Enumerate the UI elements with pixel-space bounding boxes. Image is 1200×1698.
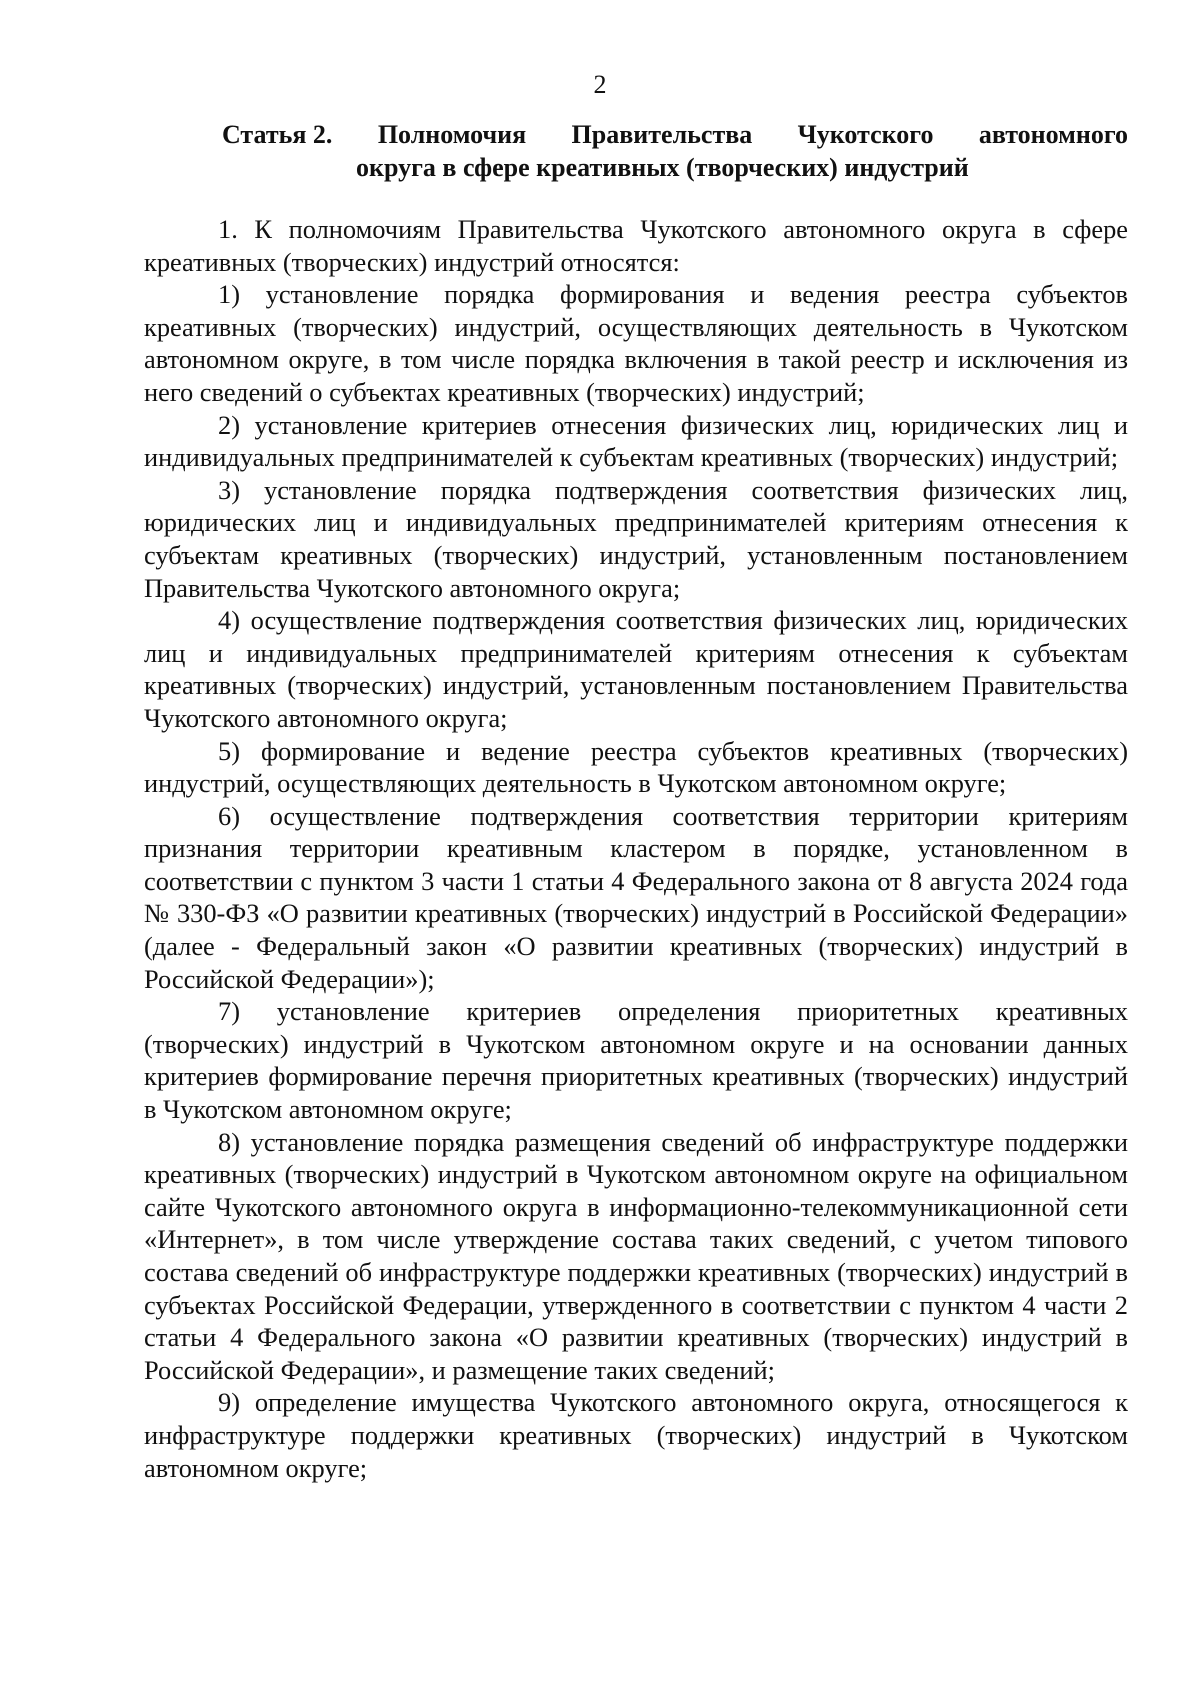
- article-body: [144, 213, 1128, 1484]
- list-item-5: 5) формирование и ведение реестра субъектов креативных (творческих) индустрий, осуществляющих деятельность в Чукотском автономном округе;: [144, 735, 1128, 799]
- article-title-word: Полномочия: [377, 120, 527, 149]
- article-label: Статья 2.: [222, 120, 333, 149]
- list-item-1: 1) установление порядка формирования и ведения реестра субъектов креативных (творческих) индустрий, осуществляющих деятельность в Чукотском автономном округе, в том числе порядка включения в такой реестр и исключения из него сведений о субъектах креативных (творческих) индустрий;: [144, 279, 1128, 407]
- list-item-2: 2) установление критериев отнесения физических лиц, юридических лиц и индивидуальных предпринимателей к субъектам креативных (творческих) индустрий;: [144, 409, 1128, 473]
- article-heading: [222, 118, 1128, 184]
- page-number: 2: [593, 70, 607, 99]
- list-item-3: 3) установление порядка подтверждения соответствия физических лиц, юридических лиц и индивидуальных предпринимателей критериям отнесения к субъектам креативных (творческих) индустрий, установленным постановлением Правительства Чукотского автономного округа;: [144, 474, 1128, 603]
- article-title-word: автономного: [978, 120, 1128, 149]
- list-item-6: 6) осуществление подтверждения соответствия территории критериям признания территории креативным кластером в порядке, установленном в соответствии с пунктом 3 части 1 статьи 4 Федерального закона от 8 августа 2024 года № 330-ФЗ «О развитии креативных (творческих) индустрий в Российской Федерации» (далее - Федеральный закон «О развитии креативных (творческих) индустрий в Российской Федерации»);: [144, 800, 1128, 994]
- list-item-8: 8) установление порядка размещения сведений об инфраструктуре поддержки креативных (творческих) индустрий в Чукотском автономном округе на официальном сайте Чукотского автономного округа в информационно-телекоммуникационной сети «Интернет», в том числе утверждение состава таких сведений, с учетом типового состава сведений об инфраструктуре поддержки креативных (творческих) индустрий в субъектах Российской Федерации, утвержденного в соответствии с пунктом 4 части 2 статьи 4 Федерального закона «О развитии креативных (творческих) индустрий в Российской Федерации», и размещение таких сведений;: [144, 1126, 1128, 1385]
- list-item-9: 9) определение имущества Чукотского автономного округа, относящегося к инфраструктуре поддержки креативных (творческих) индустрий в Чукотском автономном округе;: [144, 1387, 1128, 1483]
- article-heading-line: [222, 118, 1128, 151]
- list-item-7: 7) установление критериев определения приоритетных креативных (творческих) индустрий в Чукотском автономном округе и на основании данных критериев формирование перечня приоритетных креативных (творческих) индустрий в Чукотском автономном округе;: [144, 996, 1128, 1125]
- article-title-word: Чукотского: [797, 120, 934, 149]
- list-item-4: 4) осуществление подтверждения соответствия физических лиц, юридических лиц и индивидуальных предпринимателей критериям отнесения к субъектам креативных (творческих) индустрий, установленным постановлением Правительства Чукотского автономного округа;: [144, 605, 1128, 733]
- article-title-word: Правительства: [571, 120, 753, 149]
- article-title-continuation: округа в сфере креативных (творческих) индустрий: [356, 153, 969, 182]
- paragraph-intro: 1. К полномочиям Правительства Чукотского автономного округа в сфере креативных (творческих) индустрий относятся:: [144, 214, 1128, 277]
